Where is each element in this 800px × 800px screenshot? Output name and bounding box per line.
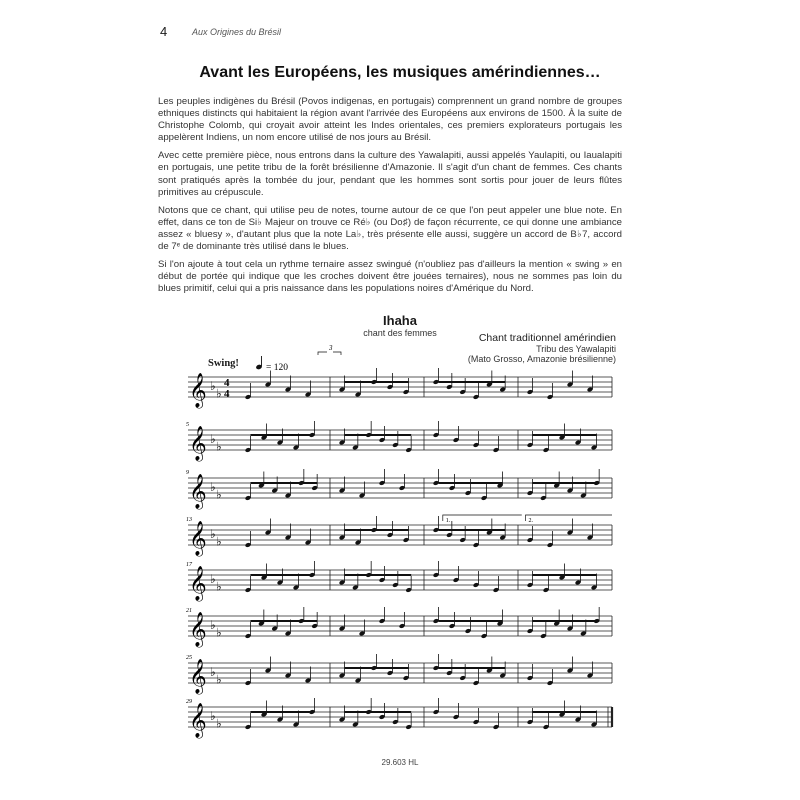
- flat-icon: ♭: [210, 665, 216, 679]
- measure-number: 5: [186, 422, 189, 428]
- flat-icon: ♭: [210, 379, 216, 393]
- flat-icon: ♭: [216, 579, 222, 594]
- measure-number: 25: [186, 655, 192, 661]
- treble-clef-icon: 𝄞: [189, 566, 207, 601]
- flat-icon: ♭: [216, 439, 222, 454]
- score-subtitle: chant des femmes: [363, 328, 437, 338]
- treble-clef-icon: 𝄞: [189, 703, 207, 738]
- flat-icon: ♭: [210, 572, 216, 586]
- time-signature: 4: [224, 377, 230, 389]
- volta-2-label: 2.: [528, 518, 534, 524]
- treble-clef-icon: 𝄞: [189, 612, 207, 647]
- measure-number: 9: [186, 470, 189, 476]
- flat-icon: ♭: [210, 432, 216, 446]
- page-number: 4: [160, 24, 168, 39]
- running-header: Aux Origines du Brésil: [192, 27, 282, 37]
- attribution-tribe: Tribu des Yawalapiti: [536, 344, 616, 354]
- treble-clef-icon: 𝄞: [189, 373, 207, 408]
- treble-clef-icon: 𝄞: [189, 521, 207, 556]
- triplet-label: 3: [329, 344, 333, 352]
- paragraph-2: Avec cette première pièce, nous entrons dans la culture des Yawalapiti, aussi appelés Yaulapiti, ou Iaualapiti en portugais, une petite tribu de la forêt brésilienne d'Amazonie. Il s'agit d'un chant de femmes. Ces chants sont pratiqués après la tombée du jour, pendant que les hommes sont sortis pour jouer de leurs flûtes primitives au crépuscule.: [158, 150, 622, 198]
- measure-number: 13: [186, 517, 192, 523]
- footer-catalog: 29.603 HL: [381, 758, 419, 767]
- volta-1-label: 1.: [445, 518, 451, 524]
- tempo-value: = 120: [266, 363, 288, 373]
- score-title: Ihaha: [383, 313, 417, 328]
- volta-bracket: [443, 515, 522, 521]
- flat-icon: ♭: [216, 672, 222, 687]
- measure-number: 17: [186, 562, 192, 568]
- attribution-origin: Chant traditionnel amérindien: [478, 332, 616, 344]
- measure-number: 29: [186, 699, 192, 705]
- treble-clef-icon: 𝄞: [189, 426, 207, 461]
- flat-icon: ♭: [210, 709, 216, 723]
- flat-icon: ♭: [216, 625, 222, 640]
- volta-bracket: [526, 515, 612, 521]
- paragraph-4: Si l'on ajoute à tout cela un rythme ternaire assez swingué (n'oubliez pas d'ailleurs la mention « swing » en début de portée qui indique que les croches doivent être jouées ternaires), nous ne sommes pas loin du blues primitif, celui qui a pris naissance dans les populations noires d'Amérique du Nord.: [158, 259, 622, 295]
- attribution-region: (Mato Grosso, Amazonie brésilienne): [467, 354, 616, 364]
- flat-icon: ♭: [216, 534, 222, 549]
- section-title: Avant les Européens, les musiques amérindiennes…: [199, 64, 601, 81]
- flat-icon: ♭: [216, 386, 222, 401]
- flat-icon: ♭: [216, 487, 222, 502]
- treble-clef-icon: 𝄞: [189, 474, 207, 509]
- treble-clef-icon: 𝄞: [189, 659, 207, 694]
- flat-icon: ♭: [216, 716, 222, 731]
- time-signature: 4: [224, 388, 230, 400]
- tempo-marking: Swing!: [208, 358, 239, 369]
- flat-icon: ♭: [210, 480, 216, 494]
- flat-icon: ♭: [210, 527, 216, 541]
- measure-number: 21: [186, 608, 192, 614]
- paragraph-1: Les peuples indigènes du Brésil (Povos indigenas, en portugais) comprennent un grand nombre de groupes ethniques distincts qui habitaient la région avant l'arrivée des Européens aux environs de 1500. À la suite de Christophe Colomb, qui croyait avoir atteint les Indes orientales, ces premiers explorateurs portugais les appelèrent Indiens, un nom encore utilisé de nos jours au Brésil.: [158, 96, 622, 144]
- paragraph-3: Notons que ce chant, qui utilise peu de notes, tourne autour de ce que l'on peut appeler une blue note. En effet, dans ce ton de Si♭ Majeur on trouve ce Ré♭ (ou Do♯) de façon récurrente, ce qui donne une ambiance assez « bluesy », d'autant plus que la note La♭, très présente elle aussi, suggère un accord de B♭7, accord de 7ᵉ de dominante très utilisé dans le blues.: [158, 204, 622, 253]
- flat-icon: ♭: [210, 618, 216, 632]
